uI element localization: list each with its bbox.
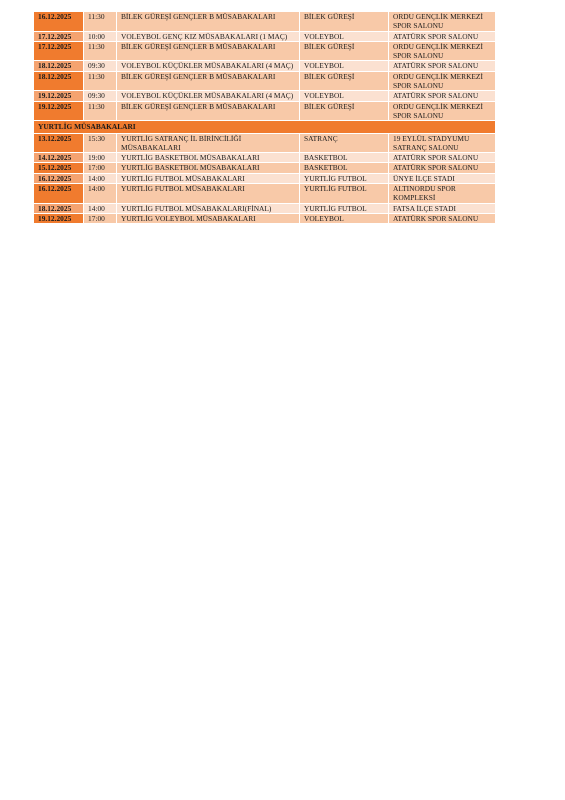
date-cell: 16.12.2025 [34, 184, 84, 204]
table-row [34, 203, 496, 213]
date-cell: 18.12.2025 [34, 203, 84, 213]
table-row [34, 31, 496, 41]
schedule-body-bottom [34, 133, 496, 224]
date-cell: 18.12.2025 [34, 61, 84, 71]
time-cell: 09:30 [84, 61, 117, 71]
branch-cell: BİLEK GÜREŞİ [300, 41, 389, 61]
branch-cell: SATRANÇ [300, 133, 389, 153]
date-cell: 16.12.2025 [34, 173, 84, 183]
time-cell: 10:00 [84, 31, 117, 41]
table-row [34, 91, 496, 101]
event-cell: YURTLİG FUTBOL MÜSABAKALARI [117, 184, 300, 204]
time-cell: 14:00 [84, 184, 117, 204]
venue-cell: ÜNYE İLÇE STADI [389, 173, 496, 183]
time-cell: 09:30 [84, 91, 117, 101]
event-cell: YURTLİG BASKETBOL MÜSABAKALARI [117, 163, 300, 173]
event-cell: BİLEK GÜREŞİ GENÇLER B MÜSABAKALARI [117, 12, 300, 32]
table-row [34, 12, 496, 32]
date-cell: 19.12.2025 [34, 91, 84, 101]
date-cell: 13.12.2025 [34, 133, 84, 153]
table-row [34, 71, 496, 91]
table-row [34, 163, 496, 173]
time-cell: 11:30 [84, 12, 117, 32]
venue-cell: ATATÜRK SPOR SALONU [389, 61, 496, 71]
schedule-table [33, 11, 496, 224]
branch-cell: YURTLİG FUTBOL [300, 184, 389, 204]
event-cell: BİLEK GÜREŞİ GENÇLER B MÜSABAKALARI [117, 101, 300, 121]
table-row [34, 213, 496, 223]
event-cell: BİLEK GÜREŞİ GENÇLER B MÜSABAKALARI [117, 71, 300, 91]
venue-cell: ATATÜRK SPOR SALONU [389, 31, 496, 41]
time-cell: 14:00 [84, 203, 117, 213]
time-cell: 15:30 [84, 133, 117, 153]
event-cell: VOLEYBOL KÜÇÜKLER MÜSABAKALARI (4 MAÇ) [117, 91, 300, 101]
branch-cell: VOLEYBOL [300, 61, 389, 71]
table-row [34, 173, 496, 183]
time-cell: 11:30 [84, 101, 117, 121]
table-row [34, 41, 496, 61]
event-cell: BİLEK GÜREŞİ GENÇLER B MÜSABAKALARI [117, 41, 300, 61]
section-title: YURTLİG MÜSABAKALARI [34, 121, 496, 133]
venue-cell: ORDU GENÇLİK MERKEZİ SPOR SALONU [389, 71, 496, 91]
venue-cell: ATATÜRK SPOR SALONU [389, 213, 496, 223]
date-cell: 17.12.2025 [34, 41, 84, 61]
branch-cell: VOLEYBOL [300, 213, 389, 223]
date-cell: 18.12.2025 [34, 71, 84, 91]
schedule-body-top [34, 12, 496, 121]
event-cell: YURTLİG FUTBOL MÜSABAKALARI(FİNAL) [117, 203, 300, 213]
venue-cell: ORDU GENÇLİK MERKEZİ SPOR SALONU [389, 12, 496, 32]
venue-cell: ATATÜRK SPOR SALONU [389, 153, 496, 163]
branch-cell: BİLEK GÜREŞİ [300, 12, 389, 32]
time-cell: 11:30 [84, 71, 117, 91]
date-cell: 15.12.2025 [34, 163, 84, 173]
table-row [34, 101, 496, 121]
venue-cell: ATATÜRK SPOR SALONU [389, 163, 496, 173]
time-cell: 19:00 [84, 153, 117, 163]
venue-cell: ALTINORDU SPOR KOMPLEKSİ [389, 184, 496, 204]
time-cell: 11:30 [84, 41, 117, 61]
branch-cell: YURTLİG FUTBOL [300, 203, 389, 213]
table-row [34, 184, 496, 204]
section-yurtlig [34, 121, 496, 133]
event-cell: YURTLİG SATRANÇ İL BİRİNCİLİĞİ MÜSABAKALARI [117, 133, 300, 153]
table-row [34, 133, 496, 153]
branch-cell: YURTLİG FUTBOL [300, 173, 389, 183]
venue-cell: FATSA İLÇE STADI [389, 203, 496, 213]
venue-cell: ORDU GENÇLİK MERKEZİ SPOR SALONU [389, 41, 496, 61]
date-cell: 16.12.2025 [34, 12, 84, 32]
branch-cell: BİLEK GÜREŞİ [300, 101, 389, 121]
date-cell: 14.12.2025 [34, 153, 84, 163]
date-cell: 19.12.2025 [34, 101, 84, 121]
table-row [34, 153, 496, 163]
branch-cell: BASKETBOL [300, 163, 389, 173]
time-cell: 17:00 [84, 163, 117, 173]
branch-cell: BİLEK GÜREŞİ [300, 71, 389, 91]
venue-cell: ATATÜRK SPOR SALONU [389, 91, 496, 101]
branch-cell: VOLEYBOL [300, 31, 389, 41]
event-cell: YURTLİG BASKETBOL MÜSABAKALARI [117, 153, 300, 163]
event-cell: YURTLİG FUTBOL MÜSABAKALARI [117, 173, 300, 183]
time-cell: 17:00 [84, 213, 117, 223]
date-cell: 17.12.2025 [34, 31, 84, 41]
venue-cell: ORDU GENÇLİK MERKEZİ SPOR SALONU [389, 101, 496, 121]
event-cell: VOLEYBOL KÜÇÜKLER MÜSABAKALARI (4 MAÇ) [117, 61, 300, 71]
section-header-row [34, 121, 496, 133]
date-cell: 19.12.2025 [34, 213, 84, 223]
event-cell: YURTLİG VOLEYBOL MÜSABAKALARI [117, 213, 300, 223]
table-row [34, 61, 496, 71]
branch-cell: VOLEYBOL [300, 91, 389, 101]
time-cell: 14:00 [84, 173, 117, 183]
event-cell: VOLEYBOL GENÇ KIZ MÜSABAKALARI (1 MAÇ) [117, 31, 300, 41]
branch-cell: BASKETBOL [300, 153, 389, 163]
venue-cell: 19 EYLÜL STADYUMU SATRANÇ SALONU [389, 133, 496, 153]
